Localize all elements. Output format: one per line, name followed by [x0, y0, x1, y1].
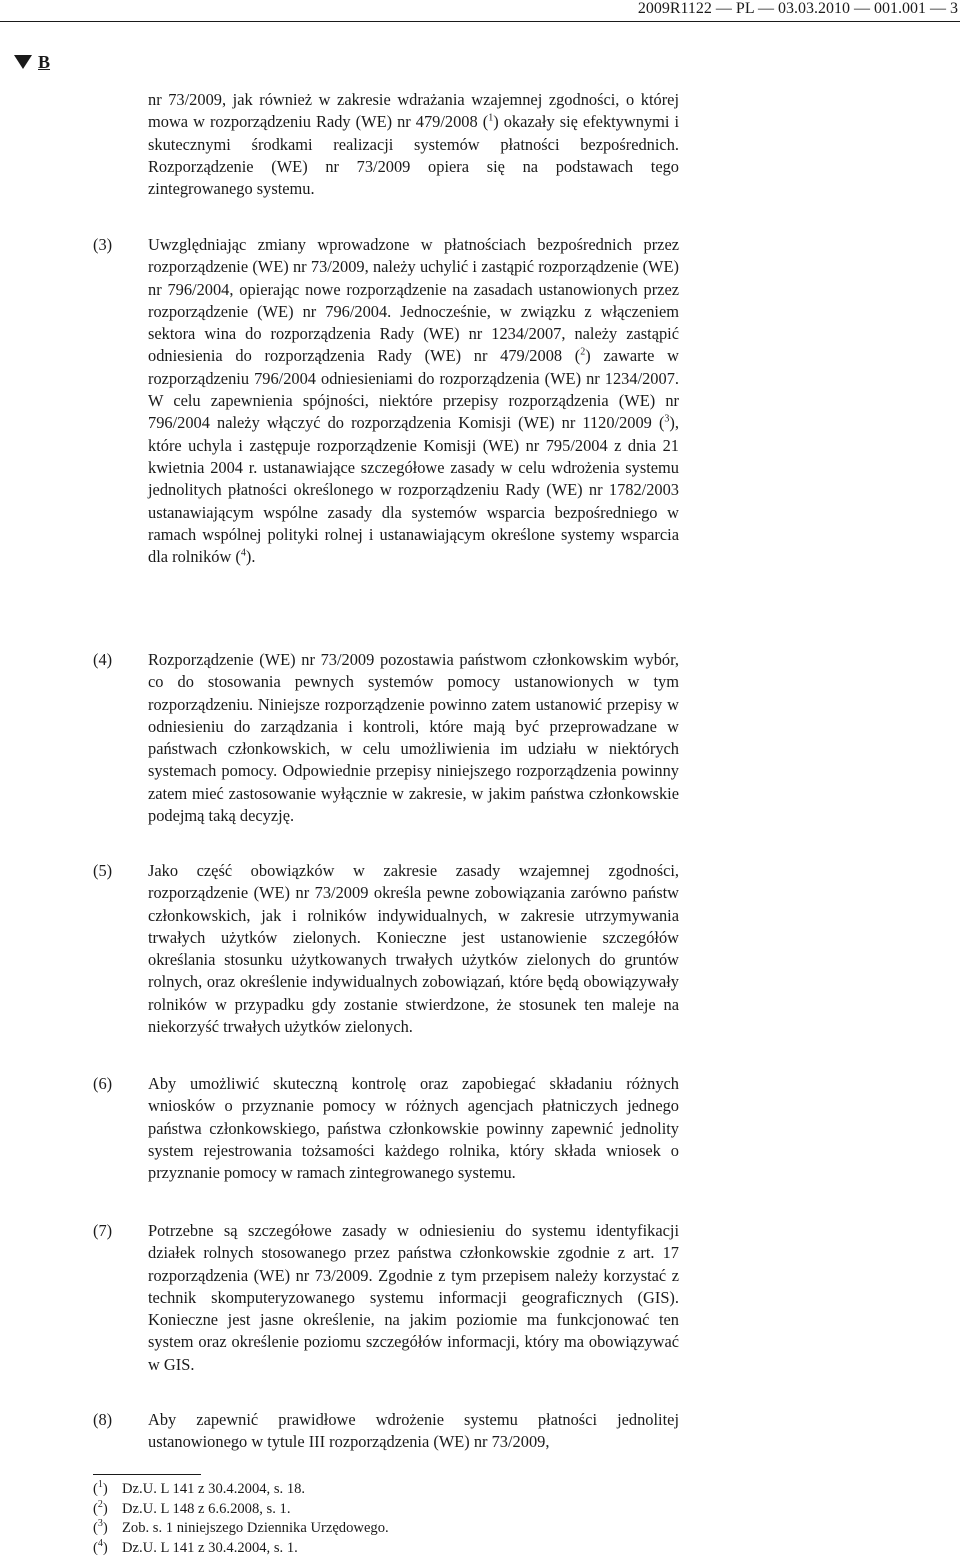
footnote-number: ($^4$) [93, 1537, 108, 1556]
amendment-marker [14, 52, 50, 72]
footnote-text: Dz.U. L 141 z 30.4.2004, s. 1. [122, 1539, 298, 1556]
footnote-text: Dz.U. L 141 z 30.4.2004, s. 18. [122, 1481, 306, 1497]
recital-number: (3) [93, 235, 113, 254]
footnote-text: Zob. s. 1 niniejszego Dziennika Urzędowego. [122, 1520, 389, 1536]
recital-number: (6) [93, 1074, 113, 1093]
footnote-number: ($^1$) [93, 1479, 108, 1497]
footnote [93, 1500, 693, 1520]
footnote [93, 1519, 693, 1539]
footnote-divider [93, 1474, 201, 1475]
recital-number: (5) [93, 861, 113, 880]
footnotes [93, 1480, 693, 1558]
header-divider [0, 21, 960, 22]
recital-continuation: nr 73/2009, jak również w zakresie wdrażania wzajemnej zgodności, o której mowa w rozporządzeniu Rady (WE) nr 479/2008 ($^1$) okazały się efektywnymi i skutecznymi środkami realizacji systemów płatności bezpośrednich. Rozporządzenie (WE) nr 73/2009 opiera się na podstawach tego zintegrowanego systemu. [148, 90, 680, 199]
triangle-down-icon [14, 55, 32, 69]
footnote-text: Dz.U. L 148 z 6.6.2008, s. 1. [122, 1500, 291, 1517]
recital-number: (8) [93, 1410, 113, 1429]
amendment-marker-label: B [38, 52, 51, 72]
footnote-number: ($^3$) [93, 1518, 108, 1536]
footnote-number: ($^2$) [93, 1498, 108, 1517]
recital-text: Aby umożliwić skuteczną kontrolę oraz zapobiegać składaniu różnych wniosków o przyznanie pomocy w różnych agencjach płatniczych jednego państwa członkowskiego, państwa członkowskie powinny zapewnić jednolity system rejestrowania tożsamości każdego rolnika, który składa wniosek o przyznanie pomocy w ramach zintegrowanego systemu. [148, 1074, 679, 1183]
recital-number: (7) [93, 1221, 113, 1240]
recital-text: Jako część obowiązków w zakresie zasady wzajemnej zgodności, rozporządzenie (WE) nr 73/2009 określa pewne zobowiązania zarówno państw członkowskich, jak i rolników indywidualnych, w zakresie utrzymywania trwałych użytków zielonych. Konieczne jest ustanowienie szczegółów określania stosunku użytkowanych trwałych użytków zielonych do gruntów rolnych, oraz określenie indywidualnych zobowiązań, które będą obowiązywały rolników w przypadku gdy zostanie stwierdzone, że stosunek ten maleje na niekorzyść trwałych użytków zielonych. [148, 861, 679, 1037]
footnote [93, 1539, 693, 1559]
recital-text: Potrzebne są szczegółowe zasady w odniesieniu do systemu identyfikacji działek rolnych stosowanego przez państwa członkowskie zgodnie z art. 17 rozporządzenia (WE) nr 73/2009. Zgodnie z tym przepisem należy korzystać z technik skomputeryzowanego systemu informacji geograficznych (GIS). Konieczne jest jasne określenie, na jakim poziomie ma funkcjonować ten system oraz określenie poziomu szczegółów informacji, który ma obowiązywać w GIS. [148, 1221, 679, 1374]
document-header: 2009R1122 — PL — 03.03.2010 — 001.001 — 3 [637, 0, 958, 17]
footnote [93, 1480, 693, 1500]
recital-text: Uwzględniając zmiany wprowadzone w płatnościach bezpośrednich przez rozporządzenie (WE) nr 73/2009, należy uchylić i zastąpić rozporządzenie (WE) nr 796/2004, opierając nowe rozporządzenie na zasadach ustanowionych przez rozporządzenie (WE) nr 796/2004. Jednocześnie, w związku z włączeniem sektora wina do rozporządzenia Rady (WE) nr 1234/2007, należy zastąpić odniesienia do rozporządzenia Rady (WE) nr 479/2008 ($^2$) zawarte w rozporządzeniu 796/2004 odniesieniami do rozporządzenia (WE) nr 1234/2007. W celu zapewnienia spójności, niektóre przepisy rozporządzenia (WE) nr 796/2004 należy włączyć do rozporządzenia Komisji (WE) nr 1120/2009 ($^3$), które uchyla i zastępuje rozporządzenie Komisji (WE) nr 795/2004 z dnia 21 kwietnia 2004 r. ustanawiające szczegółowe zasady w celu wdrożenia systemu jednolitych płatności określonego w rozporządzeniu Rady (WE) nr 1782/2003 ustanawiającym wspólne zasady dla systemów wsparcia bezpośredniego w ramach wspólnej polityki rolnej i ustanawiającym określone systemy wsparcia dla rolników ($^4$). [148, 235, 679, 567]
recital-text: Rozporządzenie (WE) nr 73/2009 pozostawia państwom członkowskim wybór, co do stosowania pewnych systemów pomocy ustanowionych w tym rozporządzeniu. Niniejsze rozporządzenie powinno zatem ustanowić przepisy w odniesieniu do zarządzania i kontroli, które mają być przeprowadzane w państwach członkowskich, w celu umożliwienia im udziału w niektórych systemach pomocy. Odpowiednie przepisy niniejszego rozporządzenia powinny zatem mieć zastosowanie wyłącznie w zakresie, w jakim państwa członkowskie podejmą taką decyzję. [148, 650, 679, 826]
recital-number: (4) [93, 650, 113, 669]
recital-text: Aby zapewnić prawidłowe wdrożenie systemu płatności jednolitej ustanowionego w tytule III rozporządzenia (WE) nr 73/2009, [148, 1410, 679, 1452]
